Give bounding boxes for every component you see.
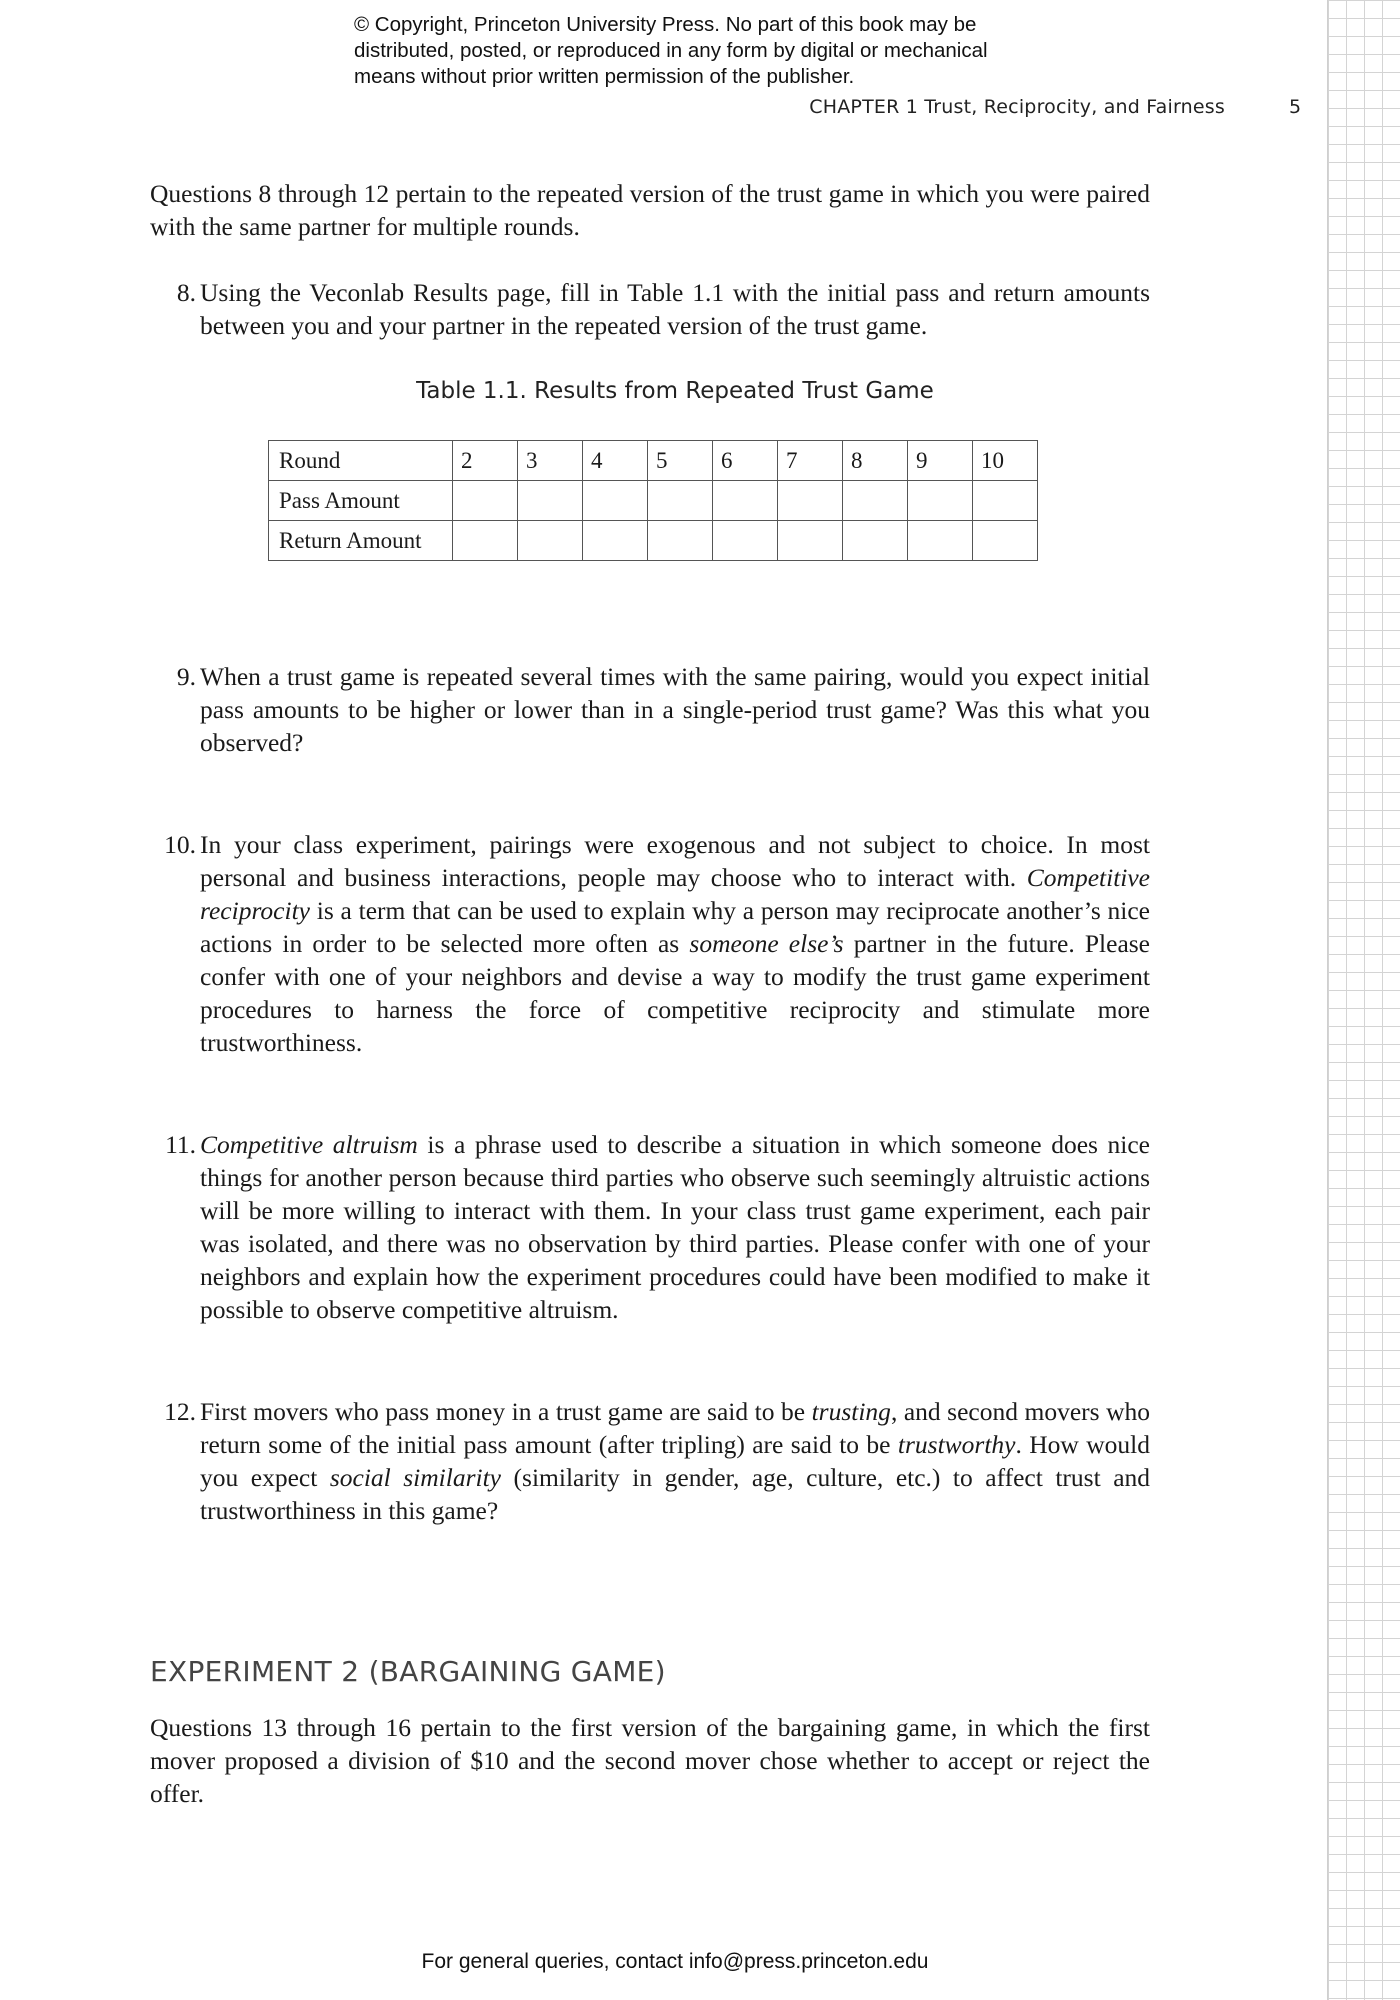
emphasis-term: Competitive reciprocity xyxy=(200,863,1150,925)
emphasis-term: someone else’s xyxy=(689,929,844,958)
intro-paragraph-2: Questions 13 through 16 pertain to the first version of the bargaining game, in which the first mover proposed a division of $10 and the second mover chose whether to accept or reject the offer. xyxy=(150,1713,1150,1808)
question-number: 12. xyxy=(164,1397,196,1426)
table-row-round xyxy=(269,441,1038,481)
text-run: is a term that can be used to explain why a person may reciprocate another’s nice actions in order to be selected more often as xyxy=(200,896,1150,958)
row-label: Pass Amount xyxy=(269,481,453,521)
question-text: Using the Veconlab Results page, fill in Table 1.1 with the initial pass and return amounts between you and your partner in the repeated version of the trust game. xyxy=(200,278,1150,340)
empty-cell xyxy=(778,481,843,521)
question-text: When a trust game is repeated several times with the same pairing, would you expect initial pass amounts to be higher or lower than in a single-period trust game? Was this what you observed? xyxy=(200,662,1150,757)
table-row-return xyxy=(269,521,1038,561)
empty-cell xyxy=(453,481,518,521)
question-number: 8. xyxy=(176,278,196,307)
empty-cell xyxy=(713,521,778,561)
text-run: First movers who pass money in a trust game are said to be xyxy=(200,1397,812,1426)
empty-cell xyxy=(648,521,713,561)
results-table xyxy=(268,440,1038,561)
text-run: is a phrase used to describe a situation in which someone does nice things for another person because third parties who observe such seemingly altruistic actions will be more willing to interact with them. In your class trust game experiment, each pair was isolated, and there was no observation by third parties. Please confer with one of your neighbors and explain how the experiment procedures could have been modified to make it possible to observe competitive altruism. xyxy=(200,1130,1150,1324)
question-text xyxy=(200,1395,1150,1527)
empty-cell xyxy=(518,481,583,521)
question-8 xyxy=(150,276,1150,342)
copyright-line: distributed, posted, or reproduced in any form by digital or mechanical xyxy=(354,39,988,62)
empty-cell xyxy=(908,481,973,521)
round-cell: 10 xyxy=(973,441,1038,481)
text-run: , and second movers who return some of the initial pass amount (after tripling) are said to be xyxy=(200,1397,1150,1459)
question-number: 9. xyxy=(176,662,196,691)
copyright-line: means without prior written permission of the publisher. xyxy=(354,65,855,88)
text-run: partner in the future. Please confer with one of your neighbors and devise a way to modify the trust game experiment procedures to harness the force of competitive reciprocity and stimulate more trustworthiness. xyxy=(200,929,1150,1057)
footer: For general queries, contact info@press.princeton.edu xyxy=(421,1950,929,1973)
empty-cell xyxy=(583,521,648,561)
question-number: 11. xyxy=(165,1130,196,1159)
round-cell: 7 xyxy=(778,441,843,481)
round-cell: 9 xyxy=(908,441,973,481)
copyright-line: © Copyright, Princeton University Press. No part of this book may be xyxy=(354,13,977,36)
empty-cell xyxy=(908,521,973,561)
emphasis-term: trusting xyxy=(811,1397,891,1426)
table-row-pass xyxy=(269,481,1038,521)
page-number: 5 xyxy=(1288,96,1302,118)
question-9 xyxy=(150,660,1150,759)
empty-cell xyxy=(778,521,843,561)
text-run: . How would you expect xyxy=(200,1430,1150,1492)
round-cell: 5 xyxy=(648,441,713,481)
text-run: In your class experiment, pairings were exogenous and not subject to choice. In most personal and business interactions, people may choose who to interact with. xyxy=(200,830,1150,892)
grid-margin xyxy=(1327,0,1400,2000)
question-number: 10. xyxy=(164,830,196,859)
round-cell: 8 xyxy=(843,441,908,481)
empty-cell xyxy=(648,481,713,521)
question-11 xyxy=(150,1128,1150,1326)
emphasis-term: social similarity xyxy=(329,1463,502,1492)
round-cell: 2 xyxy=(453,441,518,481)
empty-cell xyxy=(973,521,1038,561)
section-heading: EXPERIMENT 2 (BARGAINING GAME) xyxy=(150,1655,666,1688)
text-run: (similarity in gender, age, culture, etc.) to affect trust and trustworthiness in this game? xyxy=(200,1463,1151,1525)
intro-paragraph: Questions 8 through 12 pertain to the repeated version of the trust game in which you were paired with the same partner for multiple rounds. xyxy=(150,179,1150,241)
round-cell: 3 xyxy=(518,441,583,481)
question-text xyxy=(200,1128,1150,1326)
round-cell: 4 xyxy=(583,441,648,481)
empty-cell xyxy=(843,481,908,521)
empty-cell xyxy=(518,521,583,561)
emphasis-term: Competitive altruism xyxy=(200,1130,418,1159)
question-10 xyxy=(150,828,1150,1059)
empty-cell xyxy=(843,521,908,561)
question-12 xyxy=(150,1395,1150,1527)
emphasis-term: trustworthy xyxy=(897,1430,1016,1459)
running-head: CHAPTER 1 Trust, Reciprocity, and Fairness xyxy=(809,96,1225,118)
empty-cell xyxy=(583,481,648,521)
row-label: Return Amount xyxy=(269,521,453,561)
question-text xyxy=(200,828,1150,1059)
table-caption: Table 1.1. Results from Repeated Trust Game xyxy=(416,378,934,404)
empty-cell xyxy=(453,521,518,561)
copyright-notice xyxy=(354,12,1074,90)
empty-cell xyxy=(713,481,778,521)
row-label: Round xyxy=(269,441,453,481)
round-cell: 6 xyxy=(713,441,778,481)
empty-cell xyxy=(973,481,1038,521)
